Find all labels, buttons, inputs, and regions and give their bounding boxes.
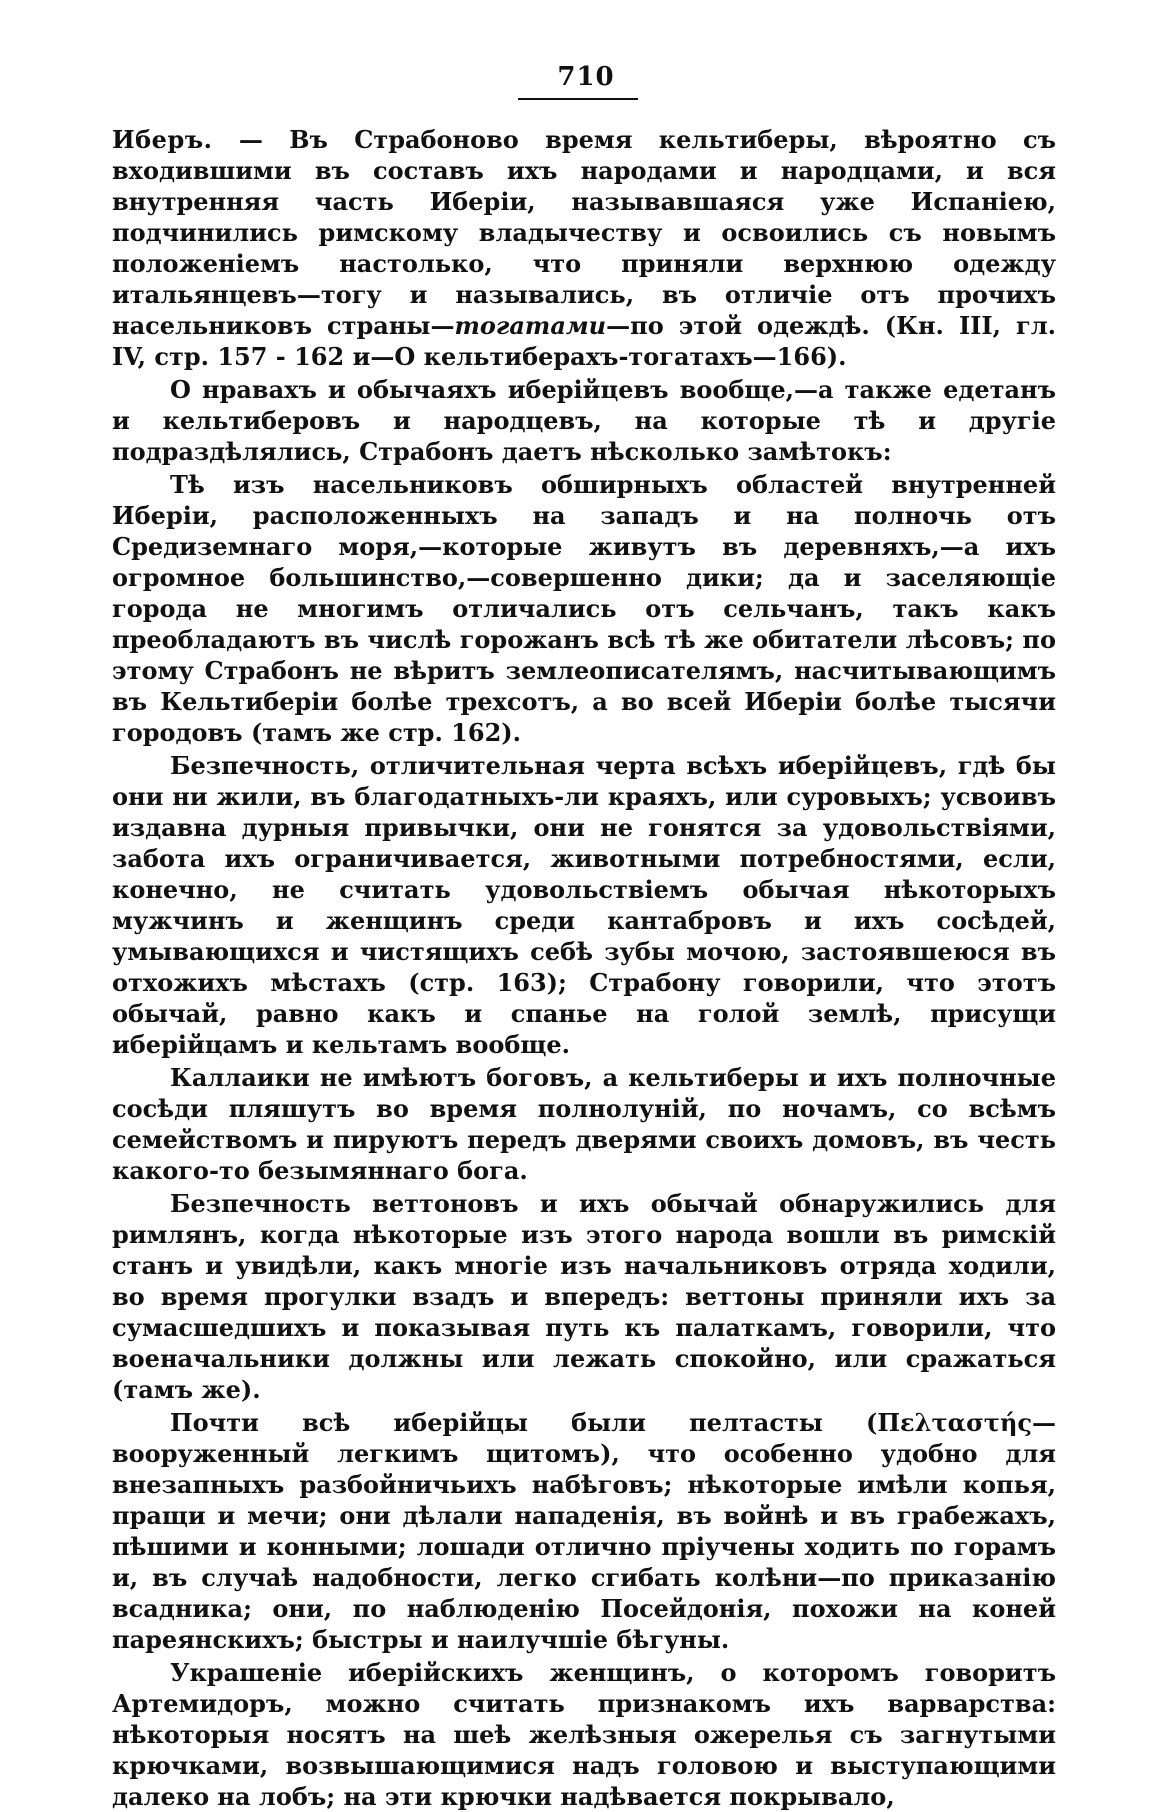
page-number: 710 [557,62,615,92]
term-togaty: тогатами [454,311,607,340]
paragraph-peltasts: Почти всѣ иберійцы были пелтасты (Πελταστής—вооруженный легкимъ щитомъ), что особенно удобно для внезапныхъ разбойничьихъ набѣговъ; нѣкоторые имѣли копья, пращи и мечи; они дѣлали нападенія, въ войнѣ и въ грабежахъ, пѣшими и конными; лошади отлично пріучены ходить по горамъ и, въ случаѣ надобности, легко сгибать колѣни—по приказанію всадника; они, по наблюденію Посейдонія, похожи на коней пареянскихъ; быстры и наилучшіе бѣгуны. [112,1408,1056,1654]
paragraph-text: —по этой одеждѣ. (Кн. III, гл. IV, стр. 157 - 162 и—О кельтиберахъ-тогатахъ—166). [112,311,1056,371]
paragraph-iber [112,124,1056,372]
page-number-rule [518,98,638,100]
paragraph-adornment: Украшеніе иберійскихъ женщинъ, о которомъ говоритъ Артемидоръ, можно считать признакомъ ихъ варварства: нѣкоторыя носятъ на шеѣ желѣзныя ожерелья съ загнутыми крючками, возвышающимися надъ головою и выступающими далеко на лобъ; на эти крючки надѣвается покрывало, [112,1658,1056,1811]
paragraph-customs [112,374,1056,467]
paragraph-carelessness: Безпечность, отличительная черта всѣхъ иберійцевъ, гдѣ бы они ни жили, въ благодатныхъ-ли краяхъ, или суровыхъ; усвоивъ издавна дурныя привычки, они не гонятся за удовольствіями, забота ихъ ограничивается, животными потребностями, если, конечно, не считать удовольствіемъ обычая нѣкоторыхъ мужчинъ и женщинъ среди кантабровъ и ихъ сосѣдей, умывающихся и чистящихъ себѣ зубы мочою, застоявшеюся въ отхожихъ мѣстахъ (стр. 163); Страбону говорили, что этотъ обычай, равно какъ и спанье на голой землѣ, присущи иберійцамъ и кельтамъ вообще. [112,751,1056,1059]
paragraph-text: — Въ Страбоново время кельтиберы, вѣроятно съ входившими въ составъ ихъ народами и народцами, и вся внутренняя часть Иберіи, называвшаяся уже Испаніею, подчинились римскому владычеству и освоились съ новымъ положеніемъ настолько, что приняли верхнюю одежду итальянцевъ—тогу и назывались, въ отличіе отъ прочихъ насельниковъ страны— [112,125,1056,340]
heading-customs: О нравахъ и обычаяхъ иберійцевъ [170,375,669,404]
paragraph-kallaiki: Каллаики не имѣютъ боговъ, а кельтиберы и ихъ полночные сосѣди пляшутъ во время полнолуній, по ночамъ, со всѣмъ семействомъ и пируютъ передъ дверями своихъ домовъ, въ честь какого-то безымяннаго бога. [112,1063,1056,1185]
heading-iber: Иберъ. [112,125,213,154]
paragraph-vettones: Безпечность веттоновъ и ихъ обычай обнаружились для римлянъ, когда нѣкоторые изъ этого народа вошли въ римскій станъ и увидѣли, какъ многіе изъ начальниковъ отряда ходили, во время прогулки взадъ и впередъ: веттоны приняли ихъ за сумасшедшихъ и показывая путь къ палаткамъ, говорили, что военачальники должны или лежать спокойно, или сражаться (тамъ же). [112,1189,1056,1404]
paragraph-settlements: Тѣ изъ насельниковъ обширныхъ областей внутренней Иберіи, расположенныхъ на западъ и на полночь отъ Средиземнаго моря,—которые живутъ въ деревняхъ,—а ихъ огромное большинство,—совершенно дики; да и заселяющіе города не многимъ отличались отъ сельчанъ, такъ какъ преобладаютъ въ числѣ горожанъ всѣ тѣ же обитатели лѣсовъ; по этому Страбонъ не вѣритъ землеописателямъ, насчитывающимъ въ Кельтиберіи болѣе трехсотъ, а во всей Иберіи болѣе тысячи городовъ (тамъ же стр. 162). [112,470,1056,747]
paragraph-text: вообще,—а также едетанъ и кельтиберовъ и народцевъ, на которые тѣ и другіе подраздѣлялись, Страбонъ даетъ нѣсколько замѣтокъ: [112,375,1056,466]
page-body [112,124,1056,1812]
